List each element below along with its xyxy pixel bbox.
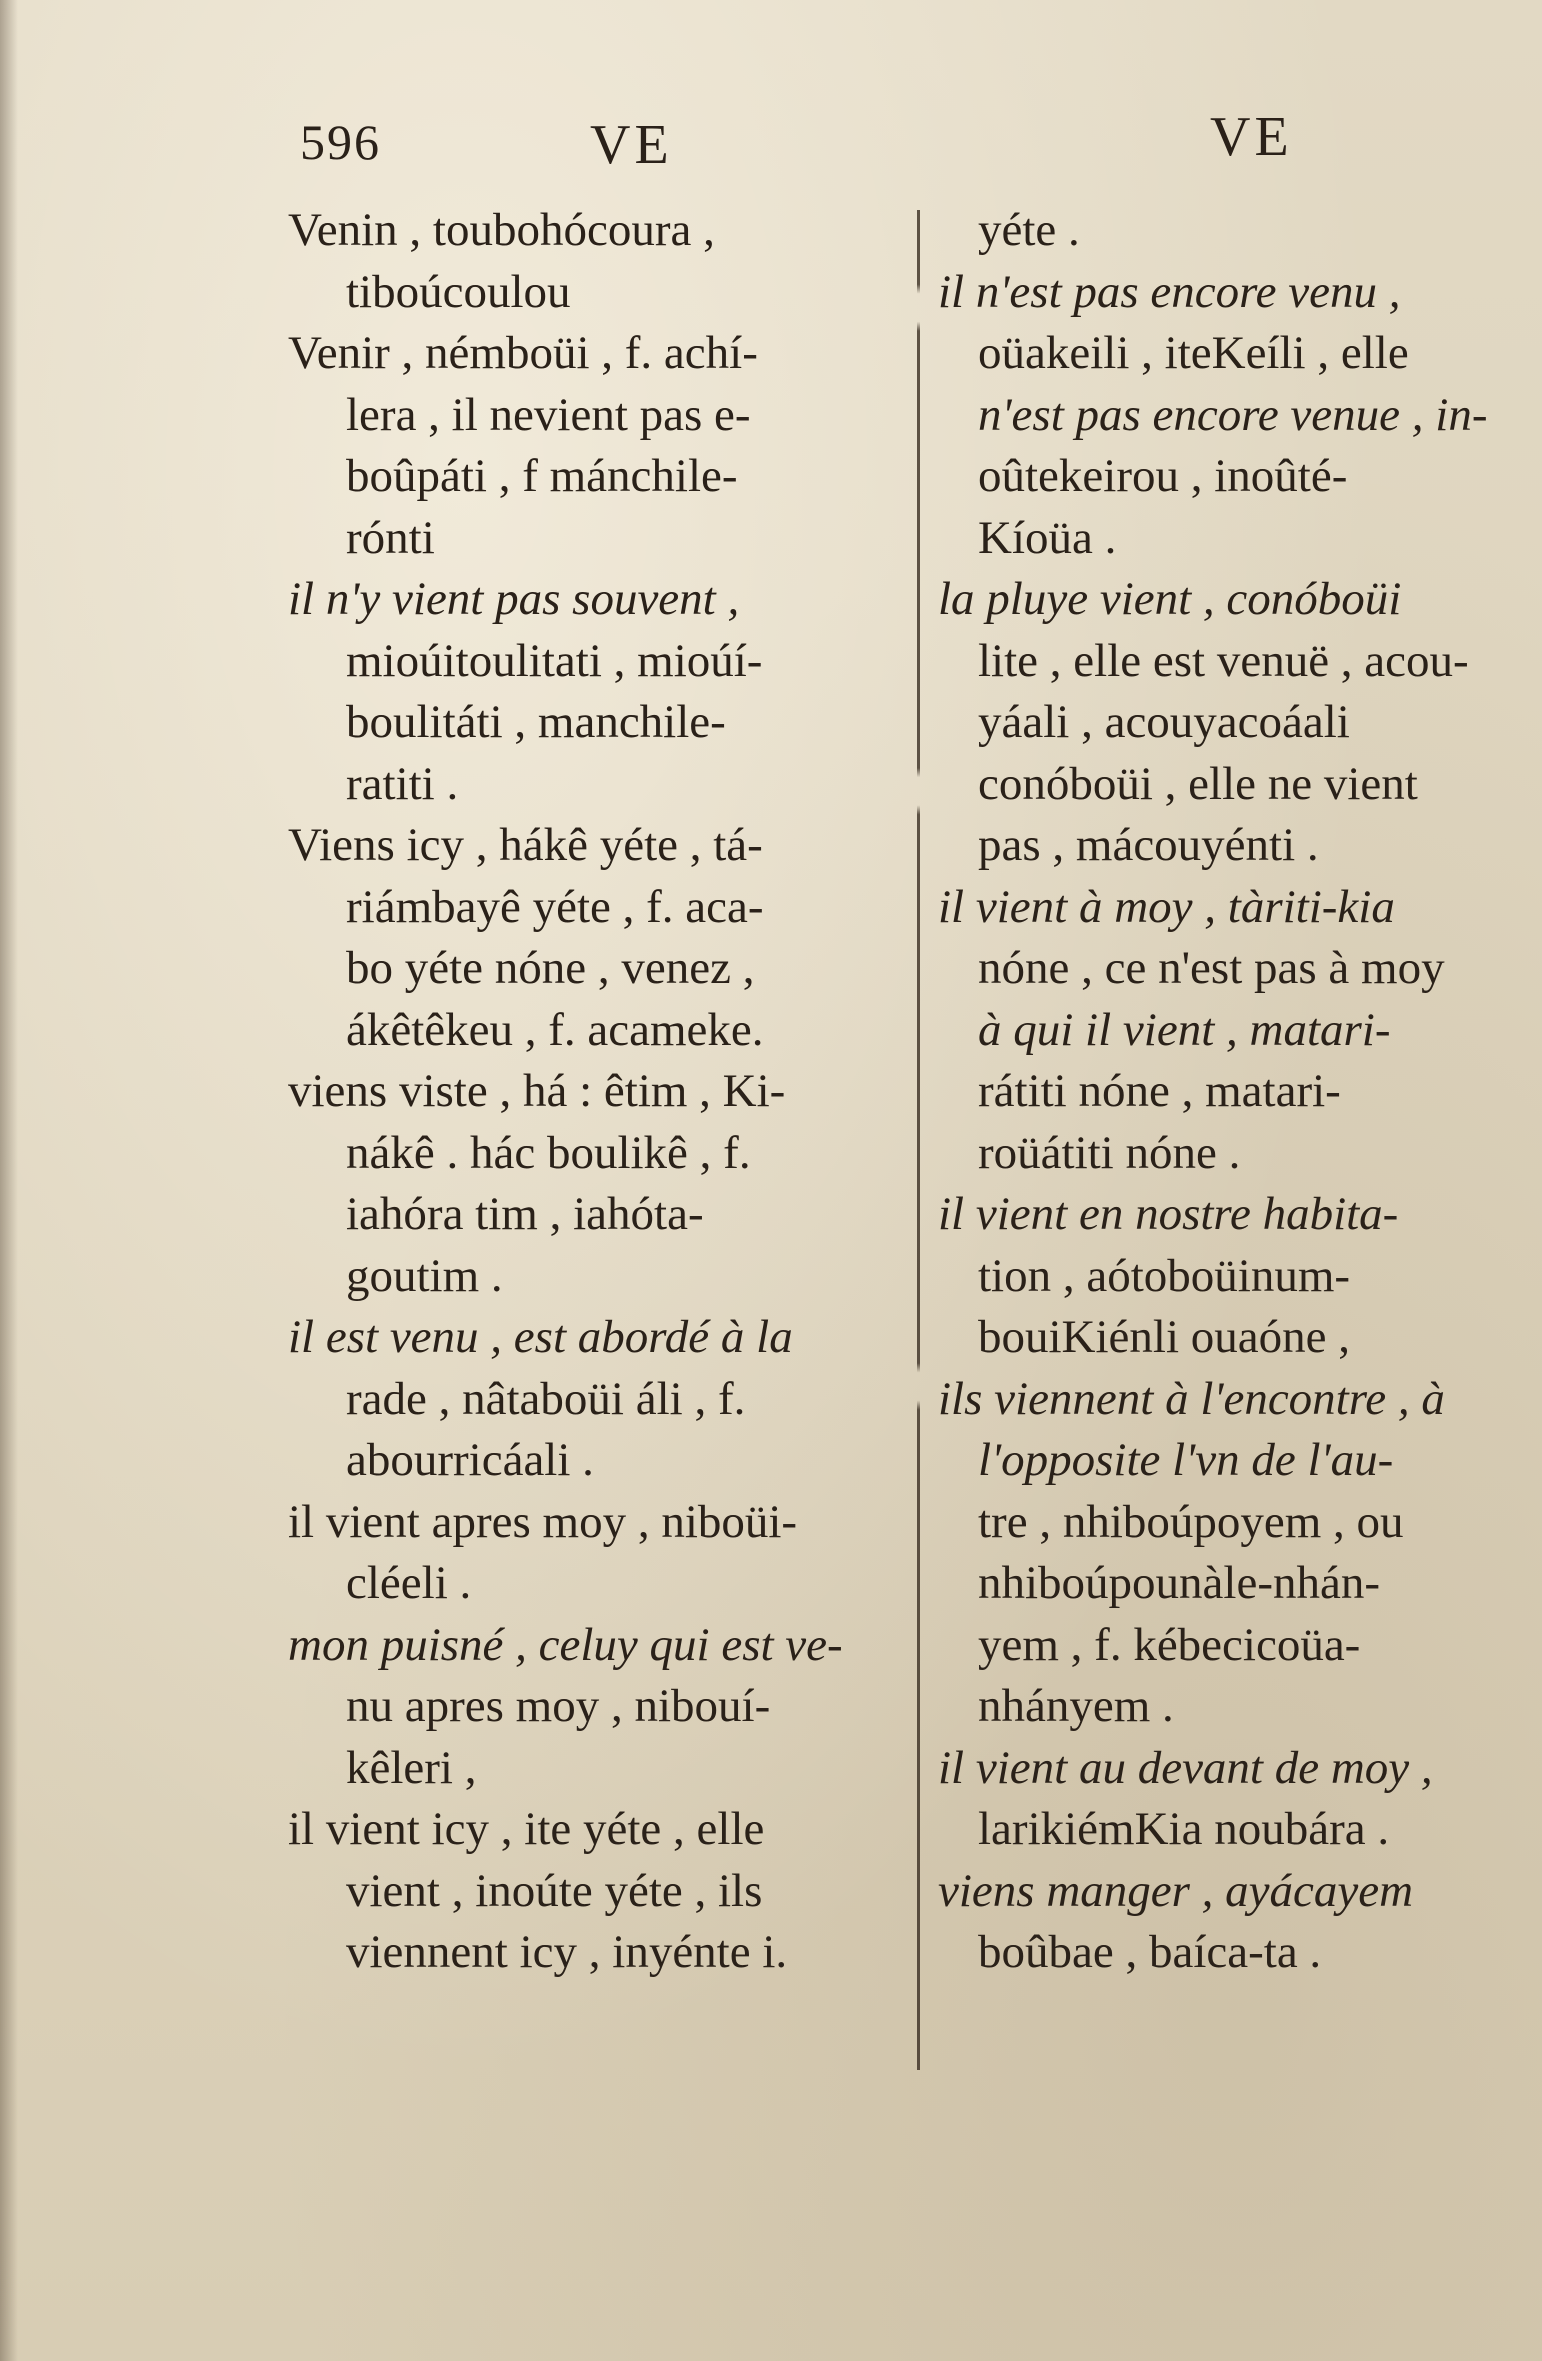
column-divider	[917, 210, 920, 2070]
text-line: viennent icy , inyénte i.	[346, 1926, 788, 1978]
left-column	[288, 200, 903, 1984]
text-line: viens viste , há : êtim , Ki-	[288, 1065, 786, 1117]
text-line: roüátiti nóne .	[978, 1126, 1241, 1179]
text-line: conóboüi , elle ne vient	[978, 757, 1418, 810]
text-line: bo yéte nóne , venez ,	[346, 942, 755, 994]
text-line: tion , aótoboüinum-	[978, 1249, 1351, 1302]
text-line: yáali , acouyacoáali	[978, 696, 1350, 748]
text-line: yem , f. kébecicoüa-	[978, 1618, 1361, 1671]
text-line: il vient à moy , tàriti-kia	[938, 880, 1395, 933]
text-line: goutim .	[346, 1249, 503, 1302]
text-line: lera , il nevient pas e-	[346, 388, 751, 441]
text-line: oûtekeirou , inoûté-	[978, 450, 1348, 502]
text-line: vient , inoúte yéte , ils	[346, 1864, 763, 1917]
page-number: 596	[300, 114, 381, 170]
text-line: Venin , toubohócoura ,	[288, 204, 715, 256]
text-line: nákê . hác boulikê , f.	[346, 1126, 751, 1179]
text-line: oüakeili , iteKeíli , elle	[978, 327, 1409, 379]
text-line: kêleri ,	[346, 1741, 477, 1794]
text-line: il vient apres moy , niboüi-	[288, 1495, 798, 1548]
text-line: à qui il vient , matari-	[978, 1003, 1391, 1056]
text-line: il vient au devant de moy ,	[938, 1741, 1433, 1794]
text-line: n'est pas encore venue , in-	[978, 388, 1488, 441]
text-line: larikiémKia noubára .	[978, 1803, 1390, 1855]
text-line: pas , mácouyénti .	[978, 819, 1319, 871]
text-line: ratiti .	[346, 757, 459, 810]
text-line: nu apres moy , nibouí-	[346, 1680, 771, 1732]
text-line: il n'est pas encore venu ,	[938, 265, 1401, 318]
text-line: Venir , némboüi , f. achí-	[288, 327, 758, 379]
text-line: nhiboúpounàle-nhán-	[978, 1557, 1381, 1609]
text-line: rátiti nóne , matari-	[978, 1065, 1341, 1117]
text-line: riámbayê yéte , f. aca-	[346, 880, 764, 933]
text-line: viens manger , ayácayem	[938, 1864, 1414, 1917]
text-line: ils viennent à l'encontre , à	[938, 1372, 1445, 1425]
text-line: iahóra tim , iahóta-	[346, 1188, 704, 1240]
text-line: il vient en nostre habita-	[938, 1188, 1399, 1240]
text-line: il vient icy , ite yéte , elle	[288, 1803, 765, 1855]
text-line: Viens icy , hákê yéte , tá-	[288, 819, 763, 871]
text-line: lite , elle est venuë , acou-	[978, 634, 1469, 687]
text-line: boûbae , baíca-ta .	[978, 1926, 1322, 1978]
text-line: la pluye vient , conóboüi	[938, 573, 1402, 625]
text-line: rónti	[346, 511, 435, 564]
text-line: abourricáali .	[346, 1434, 594, 1486]
text-line: Kíoüa .	[978, 511, 1117, 564]
page-edge-shadow	[0, 0, 18, 2361]
text-line: yéte .	[978, 204, 1080, 256]
text-line: tiboúcoulou	[346, 265, 571, 318]
text-line: il n'y vient pas souvent ,	[288, 573, 740, 625]
text-line: mioúitoulitati , mioúí-	[346, 634, 763, 687]
text-line: nhányem .	[978, 1680, 1174, 1732]
text-line: boulitáti , manchile-	[346, 696, 726, 748]
text-line: bouiKiénli ouaóne ,	[978, 1311, 1351, 1363]
text-line: ákêtêkeu , f. acameke.	[346, 1003, 764, 1056]
text-line: l'opposite l'vn de l'au-	[978, 1434, 1394, 1486]
text-line: tre , nhiboúpoyem , ou	[978, 1495, 1404, 1548]
text-line: cléeli .	[346, 1557, 472, 1609]
page-header	[300, 105, 1310, 185]
text-line: rade , nâtaboüi áli , f.	[346, 1372, 746, 1425]
left-running-head: VE	[590, 114, 673, 176]
text-line: nóne , ce n'est pas à moy	[978, 942, 1445, 994]
text-line: boûpáti , f mánchile-	[346, 450, 738, 502]
right-column	[938, 200, 1518, 1984]
text-line: il est venu , est abordé à la	[288, 1311, 793, 1363]
right-running-head: VE	[1210, 106, 1293, 168]
text-line: mon puisné , celuy qui est ve-	[288, 1618, 843, 1671]
